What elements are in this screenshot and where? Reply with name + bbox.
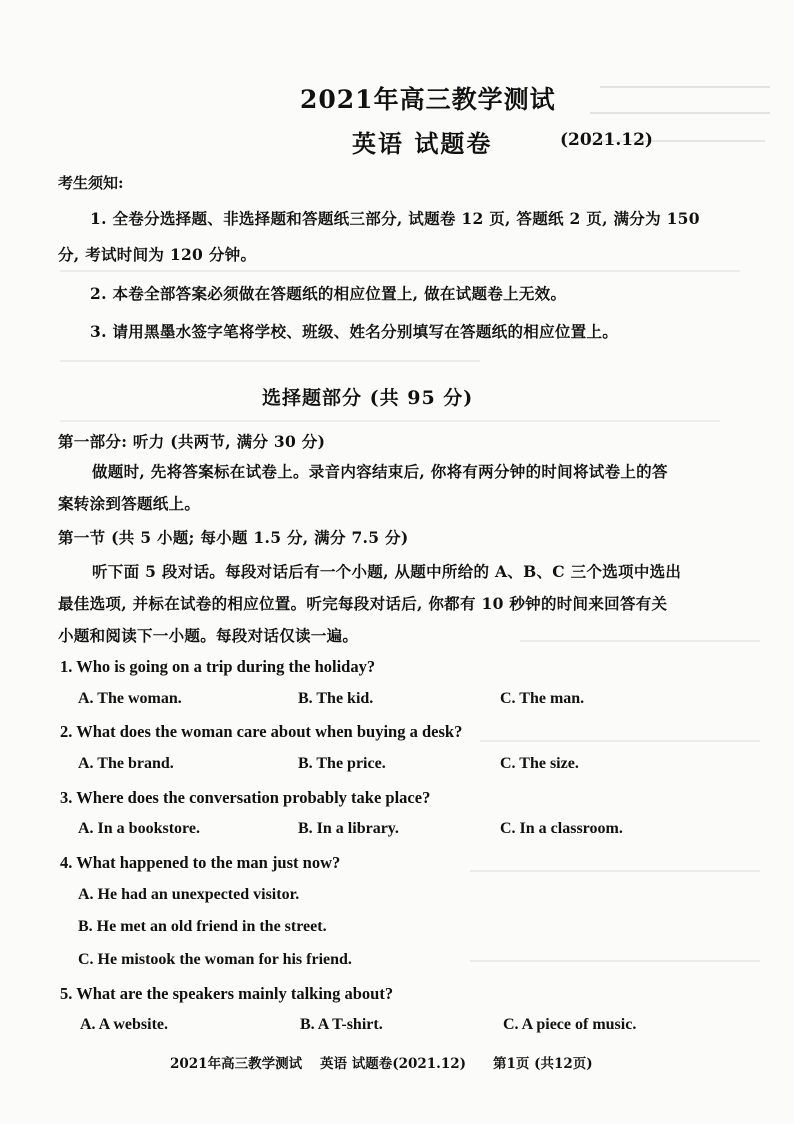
option-c: C. A piece of music. xyxy=(503,1016,637,1033)
notice-heading: 考生须知: xyxy=(58,174,124,192)
footer-subject: 英语 试题卷(2021.12) xyxy=(320,1056,467,1072)
question-stem: 3. Where does the conversation probably take place? xyxy=(60,788,431,807)
notice-item-1: 1. 全卷分选择题、非选择题和答题纸三部分, 试题卷 12 页, 答题纸 2 页, 满分为 150 xyxy=(90,209,700,228)
option-a: A. The brand. xyxy=(78,755,174,772)
notice-item-3: 3. 请用黑墨水签字笔将学校、班级、姓名分别填写在答题纸的相应位置上。 xyxy=(90,322,619,341)
bleed-through-mark xyxy=(470,870,760,872)
option-c: C. The size. xyxy=(500,755,579,772)
option-b: B. A T-shirt. xyxy=(300,1016,383,1033)
bleed-through-mark xyxy=(60,420,720,422)
part1-intro: 做题时, 先将答案标在试卷上。录音内容结束后, 你将有两分钟的时间将试卷上的答 xyxy=(92,462,668,481)
section1-intro-cont: 最佳选项, 并标在试卷的相应位置。听完每段对话后, 你都有 10 秒钟的时间来回答有关 xyxy=(58,594,668,613)
question-stem: 5. What are the speakers mainly talking about? xyxy=(60,984,394,1003)
bleed-through-mark xyxy=(470,960,760,962)
option-c: C. The man. xyxy=(500,690,585,707)
option-b: B. In a library. xyxy=(298,820,399,837)
notice-item-1-cont: 分, 考试时间为 120 分钟。 xyxy=(58,245,257,264)
option-c: C. In a classroom. xyxy=(500,820,623,837)
bleed-through-mark xyxy=(590,112,770,114)
part1-heading: 第一部分: 听力 (共两节, 满分 30 分) xyxy=(58,432,326,451)
question-stem: 2. What does the woman care about when buying a desk? xyxy=(60,722,463,741)
question-stem: 1. Who is going on a trip during the holiday? xyxy=(60,657,376,676)
notice-item-2: 2. 本卷全部答案必须做在答题纸的相应位置上, 做在试题卷上无效。 xyxy=(90,284,567,303)
section1-intro-cont: 小题和阅读下一小题。每段对话仅读一遍。 xyxy=(58,626,359,645)
bleed-through-mark xyxy=(60,360,480,362)
exam-date: (2021.12) xyxy=(560,130,653,150)
page-title: 2021年高三教学测试 xyxy=(300,85,556,114)
bleed-through-mark xyxy=(520,640,760,642)
section1-intro: 听下面 5 段对话。每段对话后有一个小题, 从题中所给的 A、B、C 三个选项中选出 xyxy=(92,562,682,581)
bleed-through-mark xyxy=(480,740,760,742)
part1-intro-cont: 案转涂到答题纸上。 xyxy=(58,494,201,513)
option-a: A. A website. xyxy=(80,1016,168,1033)
section-title: 选择题部分 (共 95 分) xyxy=(262,387,474,409)
bleed-through-mark xyxy=(600,86,770,88)
option-c: C. He mistook the woman for his friend. xyxy=(78,951,352,968)
option-a: A. He had an unexpected visitor. xyxy=(78,886,300,903)
footer-page-number: 第1页 (共12页) xyxy=(493,1056,593,1072)
option-a: A. In a bookstore. xyxy=(78,820,200,837)
option-b: B. The kid. xyxy=(298,690,374,707)
page-subtitle: 英语 试题卷 xyxy=(352,129,493,158)
option-b: B. The price. xyxy=(298,755,386,772)
footer-exam-name: 2021年高三教学测试 xyxy=(170,1056,303,1072)
option-a: A. The woman. xyxy=(78,690,182,707)
question-stem: 4. What happened to the man just now? xyxy=(60,853,341,872)
bleed-through-mark xyxy=(60,270,740,272)
section1-heading: 第一节 (共 5 小题; 每小题 1.5 分, 满分 7.5 分) xyxy=(58,528,409,547)
option-b: B. He met an old friend in the street. xyxy=(78,918,327,935)
